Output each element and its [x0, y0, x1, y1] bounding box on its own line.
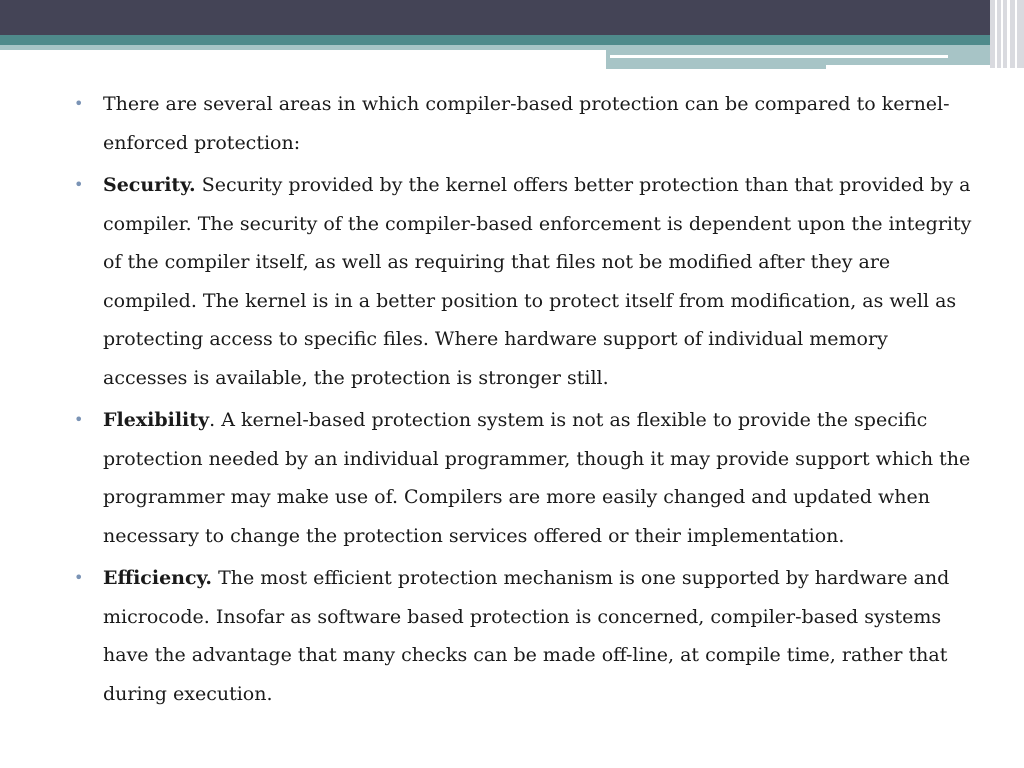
- header-teal-band: [0, 35, 1024, 45]
- bullet-dot: •: [74, 175, 84, 194]
- header-dark-band: [0, 0, 1024, 35]
- bullet-intro: [74, 85, 974, 162]
- bullet-term: Security.: [103, 174, 196, 196]
- bullet-term: Flexibility: [103, 409, 210, 431]
- bullet-text: There are several areas in which compiler-based protection can be compared to kernel-enforced protection:: [103, 93, 950, 154]
- header-vertical-lines: [990, 0, 1024, 68]
- bullet-efficiency: [74, 559, 974, 713]
- header-light-strip: [606, 65, 826, 69]
- bullet-dot: •: [74, 568, 84, 587]
- bullet-text: A kernel-based protection system is not as flexible to provide the specific protection needed by an individual programmer, though it may provide support which the programmer may make use of. Compilers are more easily changed and updated when necessary to change the protection services offered or their implementation.: [103, 409, 971, 547]
- bullet-dot: •: [74, 94, 84, 113]
- bullet-flexibility: [74, 401, 974, 555]
- bullet-list: [74, 85, 974, 717]
- header-light-band-left: [0, 45, 606, 50]
- bullet-text: Security provided by the kernel offers better protection than that provided by a compiler. The security of the compiler-based enforcement is dependent upon the integrity of the compiler itself, as well as requiring that files not be modified after they are compiled. The kernel is in a better position to protect itself from modification, as well as protecting access to specific files. Where hardware support of individual memory accesses is available, the protection is stronger still.: [103, 174, 972, 389]
- bullet-dot: •: [74, 410, 84, 429]
- bullet-security: [74, 166, 974, 397]
- bullet-separator: .: [209, 409, 216, 431]
- bullet-text: The most efficient protection mechanism is one supported by hardware and microcode. Insofar as software based protection is concerned, compiler-based systems have the advantage that many checks can be made off-line, at compile time, rather that during execution.: [103, 567, 950, 705]
- header-white-line: [610, 55, 948, 58]
- bullet-term: Efficiency.: [103, 567, 213, 589]
